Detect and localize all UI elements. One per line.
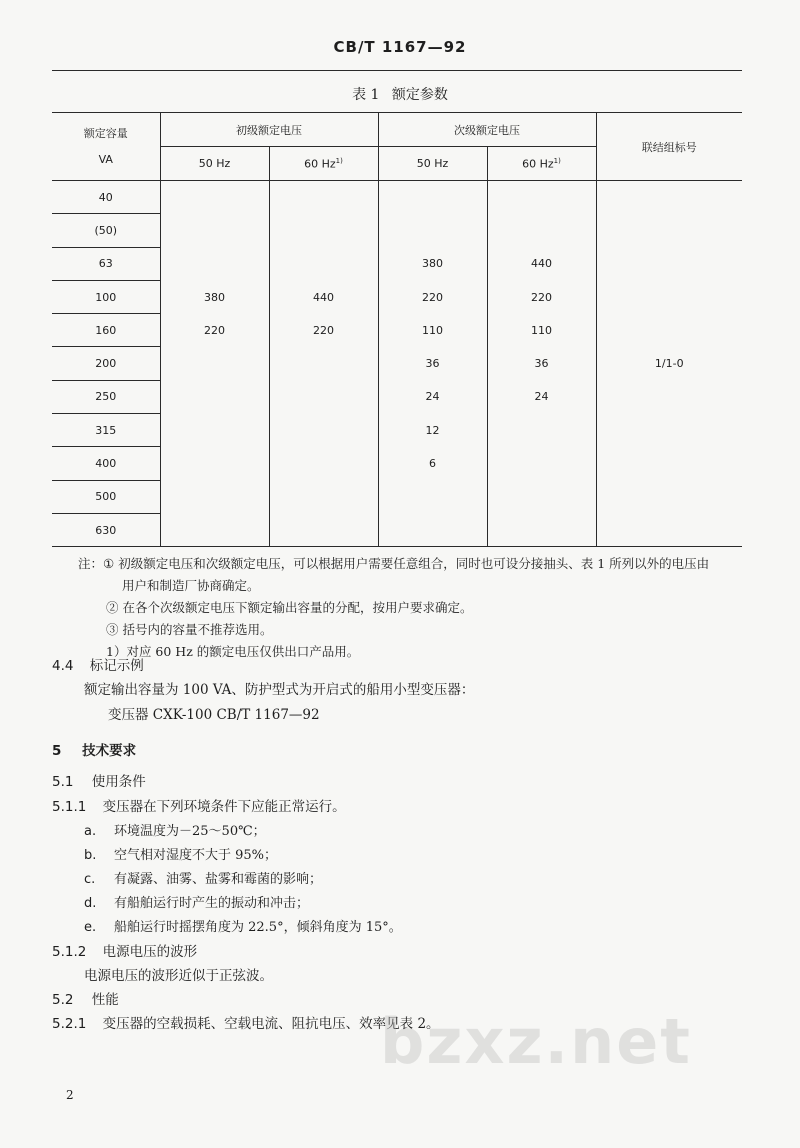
secondary-50-cell: 110 (378, 314, 487, 347)
section-title: 电源电压的波形 (102, 944, 198, 960)
section-5-1-2-text: 电源电压的波形近似于正弦波。 (84, 968, 273, 984)
primary-50-cell (160, 513, 269, 546)
section-title: 性能 (91, 992, 119, 1008)
primary-60-cell (269, 347, 378, 380)
note-1-line1: 初级额定电压和次级额定电压，可以根据用户需要任意组合，同时也可设分接抽头、表 1 所列以外的电压由 (118, 556, 710, 571)
section-number: 5.1 (52, 774, 74, 790)
header-capacity (52, 113, 160, 181)
secondary-50-cell: 36 (378, 347, 487, 380)
primary-60-cell (269, 380, 378, 413)
primary-60-cell: 220 (269, 314, 378, 347)
secondary-60-cell (487, 513, 596, 546)
note-1 (78, 553, 758, 575)
group-cell (596, 414, 742, 447)
item-text: 环境温度为－25～50℃； (114, 824, 266, 839)
item-marker: c. (84, 872, 96, 887)
section-text: 变压器在下列环境条件下应能正常运行。 (102, 799, 346, 815)
secondary-60-cell (487, 181, 596, 214)
capacity-cell: 160 (52, 314, 160, 347)
primary-60-cell (269, 181, 378, 214)
header-primary-voltage: 初级额定电压 (160, 113, 378, 147)
section-5-2-heading (52, 988, 119, 1008)
secondary-50-cell: 12 (378, 414, 487, 447)
condition-item (84, 892, 309, 911)
footnote-mark: 1) (335, 156, 343, 165)
secondary-60-cell: 110 (487, 314, 596, 347)
header-secondary-60hz (487, 147, 596, 181)
section-number: 5.2.1 (52, 1016, 87, 1032)
secondary-50-cell: 380 (378, 247, 487, 280)
secondary-50-cell: 220 (378, 280, 487, 313)
item-marker: a. (84, 824, 97, 839)
header-primary-60hz (269, 147, 378, 181)
primary-60-cell (269, 447, 378, 480)
capacity-cell: (50) (52, 214, 160, 247)
group-cell (596, 380, 742, 413)
secondary-50-cell: 24 (378, 380, 487, 413)
note-1-line2: 用户和制造厂协商确定。 (122, 578, 260, 593)
condition-item (84, 868, 322, 887)
table-caption (0, 84, 800, 104)
capacity-cell: 250 (52, 380, 160, 413)
header-capacity-unit: VA (98, 152, 113, 166)
item-text: 有凝露、油雾、盐雾和霉菌的影响； (114, 872, 323, 887)
primary-60-cell (269, 480, 378, 513)
primary-50-cell (160, 181, 269, 214)
item-text: 有船舶运行时产生的振动和冲击； (114, 896, 310, 911)
secondary-60-cell (487, 214, 596, 247)
group-cell (596, 280, 742, 313)
secondary-50-cell (378, 480, 487, 513)
section-number: 5 (52, 743, 62, 759)
table-caption-title: 额定参数 (391, 87, 448, 103)
footnote-mark: 1) (553, 156, 561, 165)
header-secondary-voltage: 次级额定电压 (378, 113, 596, 147)
primary-50-cell (160, 347, 269, 380)
condition-item (84, 820, 266, 839)
primary-60-cell (269, 247, 378, 280)
group-cell (596, 247, 742, 280)
group-cell (596, 181, 742, 214)
primary-50-cell (160, 447, 269, 480)
section-5-1-1 (52, 795, 346, 815)
header-connection-group: 联结组标号 (596, 113, 742, 181)
section-title: 使用条件 (91, 774, 146, 790)
secondary-60-cell: 36 (487, 347, 596, 380)
secondary-60-cell (487, 447, 596, 480)
hz60-label: 60 Hz (304, 157, 336, 171)
section-number: 5.1.2 (52, 944, 87, 960)
table-caption-label: 表 1 (352, 87, 380, 103)
primary-60-cell (269, 214, 378, 247)
secondary-60-cell (487, 480, 596, 513)
item-marker: d. (84, 896, 97, 911)
primary-60-cell (269, 414, 378, 447)
primary-60-cell (269, 513, 378, 546)
section-text: 变压器的空载损耗、空载电流、阻抗电压、效率见表 2。 (102, 1016, 440, 1032)
section-number: 5.2 (52, 992, 74, 1008)
condition-item (84, 916, 402, 935)
item-text: 船舶运行时摇摆角度为 22.5°，倾斜角度为 15°。 (114, 920, 402, 935)
capacity-cell: 315 (52, 414, 160, 447)
notes-label: 注： (78, 556, 104, 571)
secondary-50-cell (378, 181, 487, 214)
group-cell (596, 480, 742, 513)
section-5-1-2-heading (52, 940, 197, 960)
header-primary-50hz: 50 Hz (160, 147, 269, 181)
primary-50-cell: 220 (160, 314, 269, 347)
header-rule (52, 70, 742, 71)
section-5-1-heading (52, 770, 146, 790)
group-cell (596, 513, 742, 546)
capacity-cell: 100 (52, 280, 160, 313)
secondary-50-cell: 6 (378, 447, 487, 480)
condition-item (84, 844, 277, 863)
section-4-4-heading (52, 654, 144, 674)
item-marker: e. (84, 920, 97, 935)
marking-example-text: 额定输出容量为 100 VA、防护型式为开启式的船用小型变压器： (84, 682, 475, 698)
note-2: ② 在各个次级额定电压下额定输出容量的分配，按用户要求确定。 (106, 600, 473, 615)
rated-parameters-table (52, 112, 742, 547)
primary-50-cell: 380 (160, 280, 269, 313)
primary-50-cell (160, 214, 269, 247)
section-title: 标记示例 (89, 658, 144, 674)
capacity-cell: 400 (52, 447, 160, 480)
primary-50-cell (160, 414, 269, 447)
capacity-cell: 630 (52, 513, 160, 546)
primary-50-cell (160, 480, 269, 513)
secondary-60-cell: 24 (487, 380, 596, 413)
section-title: 技术要求 (82, 743, 137, 759)
hz60-label: 60 Hz (522, 157, 554, 171)
capacity-cell: 63 (52, 247, 160, 280)
header-secondary-50hz: 50 Hz (378, 147, 487, 181)
header-capacity-line1: 额定容量 (83, 126, 128, 140)
secondary-60-cell: 440 (487, 247, 596, 280)
note-3: ③ 括号内的容量不推荐选用。 (106, 622, 273, 637)
secondary-60-cell (487, 414, 596, 447)
marking-example-code: 变压器 CXK-100 CB/T 1167—92 (108, 707, 320, 723)
watermark: bzxz.net (380, 1005, 692, 1078)
section-5-heading (52, 739, 136, 759)
page-number: 2 (66, 1088, 74, 1102)
group-cell (596, 447, 742, 480)
secondary-50-cell (378, 214, 487, 247)
primary-60-cell: 440 (269, 280, 378, 313)
primary-50-cell (160, 247, 269, 280)
capacity-cell: 200 (52, 347, 160, 380)
capacity-cell: 40 (52, 181, 160, 214)
document-code-header: CB/T 1167—92 (333, 38, 467, 56)
item-text: 空气相对湿度不大于 95%； (114, 848, 278, 863)
secondary-60-cell: 220 (487, 280, 596, 313)
group-cell (596, 214, 742, 247)
section-number: 4.4 (52, 658, 74, 674)
section-number: 5.1.1 (52, 799, 87, 815)
primary-50-cell (160, 380, 269, 413)
table-notes (78, 553, 758, 663)
capacity-cell: 500 (52, 480, 160, 513)
group-cell: 1/1-0 (596, 347, 742, 380)
note-1-mark: ① (103, 556, 115, 571)
secondary-50-cell (378, 513, 487, 546)
item-marker: b. (84, 848, 97, 863)
group-cell (596, 314, 742, 347)
note-4: 1）对应 60 Hz 的额定电压仅供出口产品用。 (106, 644, 360, 659)
